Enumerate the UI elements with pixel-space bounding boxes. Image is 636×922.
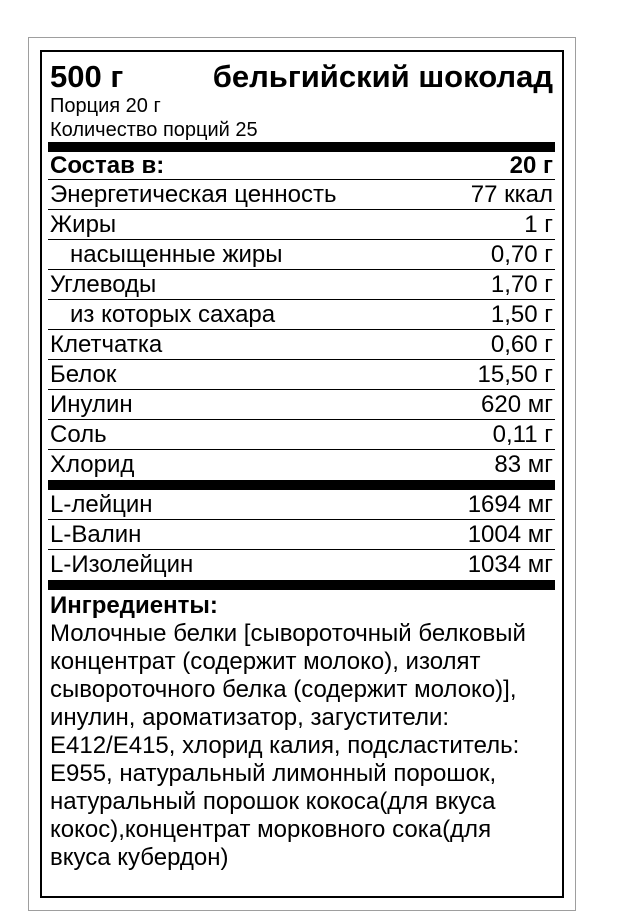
flavor-name: бельгийский шоколад (212, 59, 553, 94)
nutrient-name: Углеводы (50, 271, 157, 298)
ingredients-line: кокос),концентрат морковного сока(для (50, 816, 492, 843)
nutrient-subrow (48, 300, 555, 330)
nutrient-value: 83 мг (494, 451, 553, 478)
thick-divider (48, 480, 555, 490)
nutrient-subrow (48, 240, 555, 270)
nutrient-value: 15,50 г (477, 361, 553, 388)
ingredients-line: E955, натуральный лимонный порошок, (50, 760, 497, 787)
amino-acid-row (48, 490, 555, 520)
serving-size: Порция 20 г (50, 95, 161, 117)
nutrient-value: 620 мг (481, 391, 553, 418)
amino-acid-row (48, 550, 555, 580)
nutrient-row (48, 180, 555, 210)
ingredients-line: вкуса кубердон) (50, 844, 229, 871)
nutrient-row (48, 420, 555, 450)
nutrient-name: Жиры (50, 211, 117, 238)
nutrient-value: 77 ккал (470, 181, 553, 208)
nutrient-name: Энергетическая ценность (50, 181, 337, 208)
nutrient-value: 0,70 г (490, 241, 553, 268)
nutrient-row (48, 270, 555, 300)
nutrient-name: Клетчатка (50, 331, 163, 358)
composition-label: Состав в: (50, 152, 165, 179)
nutrient-row (48, 210, 555, 240)
nutrient-name: Инулин (50, 391, 133, 418)
ingredients-line: E412/E415, хлорид калия, подсластитель: (50, 732, 520, 759)
nutrient-name: Соль (50, 421, 107, 448)
label-header (48, 60, 555, 94)
nutrient-value: 0,60 г (490, 331, 553, 358)
nutrient-name: Белок (50, 361, 117, 388)
amino-acid-value: 1004 мг (467, 521, 553, 548)
nutrition-label (48, 60, 555, 872)
thick-divider (48, 580, 555, 590)
nutrient-value: 0,11 г (492, 421, 553, 448)
ingredients-line: натуральный порошок кокоса(для вкуса (50, 788, 496, 815)
nutrient-row (48, 330, 555, 360)
nutrient-row (48, 390, 555, 420)
nutrient-name: Хлорид (50, 451, 135, 478)
nutrient-name: из которых сахара (70, 301, 276, 328)
ingredients-title: Ингредиенты: (50, 592, 218, 619)
nutrient-value: 1,50 г (490, 301, 553, 328)
amino-acid-name: L-Валин (50, 521, 142, 548)
nutrient-value: 1 г (524, 211, 553, 238)
ingredients-text (48, 620, 555, 872)
net-weight: 500 г (50, 59, 124, 94)
ingredients-line: сывороточного белка (содержит молоко)], (50, 676, 517, 703)
ingredients-line: концентрат (содержит молоко), изолят (50, 648, 481, 675)
ingredients-line: инулин, ароматизатор, загустители: (50, 704, 450, 731)
amino-acid-row (48, 520, 555, 550)
thick-divider (48, 142, 555, 152)
nutrient-row (48, 360, 555, 390)
servings-count: Количество порций 25 (50, 119, 258, 141)
amino-acid-name: L-Изолейцин (50, 551, 194, 578)
composition-per: 20 г (509, 152, 553, 179)
amino-acid-value: 1034 мг (467, 551, 553, 578)
nutrient-value: 1,70 г (490, 271, 553, 298)
amino-acid-value: 1694 мг (467, 491, 553, 518)
amino-acid-name: L-лейцин (50, 491, 153, 518)
nutrient-name: насыщенные жиры (70, 241, 283, 268)
composition-header-row (48, 152, 555, 180)
ingredients-line: Молочные белки [сывороточный белковый (50, 620, 526, 647)
nutrient-row (48, 450, 555, 480)
